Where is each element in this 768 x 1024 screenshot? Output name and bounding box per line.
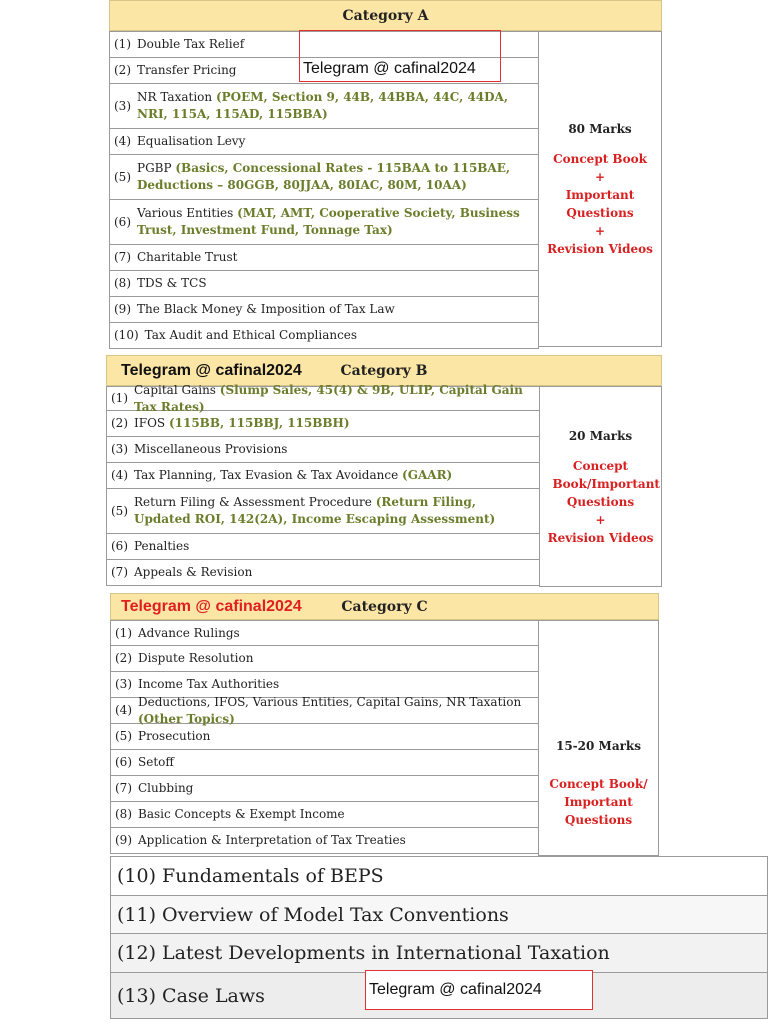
topic-text: [138, 780, 193, 797]
topic-label: NR Taxation: [137, 90, 216, 104]
topic-label: Appeals & Revision: [134, 565, 253, 579]
telegram-watermark-box-bottom: [365, 970, 593, 1010]
topic-text: [138, 694, 534, 728]
category-a-header: [109, 0, 662, 31]
extra-row-11: [110, 896, 768, 934]
category-b-telegram-tag: Telegram @ cafinal2024: [121, 361, 302, 379]
topic-number: (6): [114, 214, 131, 229]
category-c-resource-1: Concept Book/: [549, 777, 648, 791]
category-c-topic-row: [110, 620, 539, 646]
category-b-topic-row: [106, 463, 540, 489]
topic-number: (10): [114, 328, 139, 342]
topic-label: Basic Concepts & Exempt Income: [138, 807, 345, 821]
category-a-topic-row: [109, 323, 539, 349]
category-c-topic-row: [110, 802, 539, 828]
telegram-watermark-bottom: Telegram @ cafinal2024: [369, 981, 542, 998]
topic-label: PGBP: [137, 161, 176, 175]
category-b-topic-row: [106, 560, 540, 586]
category-b-topic-row: [106, 382, 540, 414]
topic-text: [134, 382, 535, 416]
category-c-topic-row: [110, 776, 539, 802]
category-b-plus-1: +: [595, 512, 606, 527]
category-a-plus-2: +: [594, 224, 606, 238]
category-a-title: Category A: [342, 7, 429, 24]
topic-number: (7): [114, 250, 131, 264]
category-c-topic-row: [110, 646, 539, 672]
topic-label: Clubbing: [138, 781, 194, 795]
topic-text: [137, 249, 238, 266]
topic-label: Application & Interpretation of Tax Treaties: [138, 833, 406, 847]
topic-label: Income Tax Authorities: [138, 677, 280, 691]
topic-text: [137, 89, 534, 123]
topic-number: (1): [114, 37, 131, 51]
topic-text: [134, 564, 252, 581]
topic-label: Double Tax Relief: [137, 37, 245, 51]
category-a-resource-2: Important Questions: [565, 188, 635, 220]
topic-number: (3): [111, 442, 128, 456]
topic-text: [145, 327, 357, 344]
topic-number: (1): [111, 391, 128, 405]
topic-label: Dispute Resolution: [138, 651, 254, 665]
telegram-watermark-box-a: [299, 30, 501, 82]
category-a-topic-row: [109, 155, 539, 200]
topic-text: [138, 728, 210, 745]
category-a-topic-row: [109, 84, 539, 129]
category-c-topic-row: [110, 828, 539, 854]
topic-number: (5): [115, 729, 132, 743]
topic-number: (4): [115, 703, 132, 717]
topic-number: (7): [115, 781, 132, 795]
category-b-resource-1: Concept Book/Important Questions: [552, 458, 660, 509]
topic-number: (4): [111, 468, 128, 482]
topic-subtopics: (Other Topics): [138, 711, 235, 726]
topic-text: [138, 806, 345, 823]
category-c-marks-panel: [538, 620, 659, 856]
category-b-marks: 20 Marks: [568, 428, 633, 443]
extra-row-10-label: (10) Fundamentals of BEPS: [117, 865, 384, 887]
topic-number: (7): [111, 565, 128, 579]
topic-text: [134, 538, 189, 555]
topic-label: Deductions, IFOS, Various Entities, Capital Gains, NR Taxation: [138, 694, 522, 709]
extra-row-11-label: (11) Overview of Model Tax Conventions: [117, 903, 509, 926]
topic-label: Advance Rulings: [138, 625, 240, 640]
topic-subtopics: (Basics, Concessional Rates - 115BAA to 115BAE, Deductions – 80GGB, 80JJAA, 80IAC, 80M, 10AA): [137, 161, 511, 192]
topic-label: Tax Planning, Tax Evasion & Tax Avoidance: [134, 468, 403, 482]
topic-label: Various Entities: [137, 206, 238, 220]
category-c-telegram-tag: Telegram @ cafinal2024: [121, 597, 302, 615]
topic-text: [137, 160, 534, 194]
topic-number: (8): [115, 807, 132, 821]
topic-label: Charitable Trust: [137, 250, 238, 264]
topic-number: (3): [114, 98, 131, 113]
topic-text: [137, 36, 244, 53]
category-a-plus-1: +: [594, 170, 606, 184]
category-a-topic-row: [109, 271, 539, 297]
topic-label: Setoff: [138, 755, 174, 769]
extra-row-12: [110, 934, 768, 973]
topic-label: Transfer Pricing: [137, 63, 237, 77]
category-b-resource-2: Revision Videos: [547, 530, 654, 545]
category-c-topic-list: [110, 620, 539, 854]
topic-text: [137, 301, 395, 318]
topic-number: (4): [114, 134, 131, 148]
topic-text: [134, 494, 535, 528]
topic-number: (5): [114, 169, 131, 184]
category-c-marks: 15-20 Marks: [555, 739, 641, 753]
category-b-marks-panel: [539, 386, 662, 587]
category-b-topic-row: [106, 437, 540, 463]
category-a-marks: 80 Marks: [568, 122, 632, 136]
topic-number: (1): [115, 625, 132, 640]
topic-number: (2): [115, 651, 132, 665]
topic-number: (2): [111, 416, 128, 430]
topic-label: Equalisation Levy: [137, 134, 246, 148]
topic-label: The Black Money & Imposition of Tax Law: [137, 302, 395, 316]
topic-label: Return Filing & Assessment Procedure: [134, 495, 376, 509]
topic-text: [138, 676, 279, 693]
category-b-topic-list: [106, 382, 540, 586]
category-c-resource-2: Important Questions: [564, 795, 633, 827]
category-a-topic-row: [109, 200, 539, 245]
topic-number: (2): [114, 63, 131, 77]
extra-row-12-label: (12) Latest Developments in International Taxation: [117, 942, 610, 964]
topic-subtopics: (Slump Sales, 45(4) & 9B, ULIP, Capital Gain Tax Rates): [134, 382, 523, 414]
topic-subtopics: (POEM, Section 9, 44B, 44BBA, 44C, 44DA, NRI, 115A, 115AD, 115BBA): [137, 90, 509, 121]
topic-subtopics: (Return Filing, Updated ROI, 142(2A), Income Escaping Assessment): [134, 495, 496, 526]
topic-number: (9): [115, 833, 132, 847]
topic-text: [137, 133, 245, 150]
extra-row-10: [110, 856, 768, 896]
topic-label: Miscellaneous Provisions: [134, 442, 288, 456]
category-a-marks-panel: [538, 31, 662, 347]
topic-text: [137, 275, 207, 292]
topic-number: (6): [115, 755, 132, 769]
topic-text: [138, 650, 253, 667]
category-a-resource-1: Concept Book: [553, 152, 647, 166]
category-a-topic-row: [109, 245, 539, 271]
topic-subtopics: (115BB, 115BBJ, 115BBH): [168, 416, 350, 430]
topic-label: Tax Audit and Ethical Compliances: [144, 328, 358, 342]
category-a-topic-row: [109, 297, 539, 323]
category-b-topic-row: [106, 489, 540, 534]
category-a-topic-row: [109, 129, 539, 155]
topic-number: (5): [111, 503, 128, 518]
topic-subtopics: (MAT, AMT, Cooperative Society, Business Trust, Investment Fund, Tonnage Tax): [137, 206, 520, 237]
topic-text: [134, 441, 287, 458]
category-c-header: [110, 593, 659, 620]
topic-label: Penalties: [134, 539, 190, 553]
extra-row-13-label: (13) Case Laws: [117, 984, 265, 1007]
topic-text: [137, 205, 534, 239]
category-c-topic-row: [110, 724, 539, 750]
category-b-topic-row: [106, 534, 540, 560]
topic-text: [134, 415, 350, 432]
topic-text: [138, 754, 174, 771]
topic-number: (3): [115, 677, 132, 691]
category-c-topic-row: [110, 694, 539, 726]
topic-text: [138, 625, 240, 642]
topic-text: [137, 62, 237, 79]
topic-label: IFOS: [134, 416, 169, 430]
telegram-watermark-a: Telegram @ cafinal2024: [303, 60, 476, 77]
topic-subtopics: (GAAR): [402, 468, 453, 482]
topic-number: (6): [111, 539, 128, 553]
category-c-topic-row: [110, 750, 539, 776]
category-c-title: Category C: [341, 598, 428, 615]
topic-text: [134, 467, 452, 484]
topic-label: Capital Gains: [134, 382, 220, 397]
category-a-resource-3: Revision Videos: [547, 242, 653, 256]
topic-number: (8): [114, 276, 131, 290]
topic-label: TDS & TCS: [137, 276, 207, 290]
topic-number: (9): [114, 302, 131, 316]
topic-label: Prosecution: [138, 729, 211, 743]
category-b-title: Category B: [340, 362, 428, 379]
topic-text: [138, 832, 406, 849]
